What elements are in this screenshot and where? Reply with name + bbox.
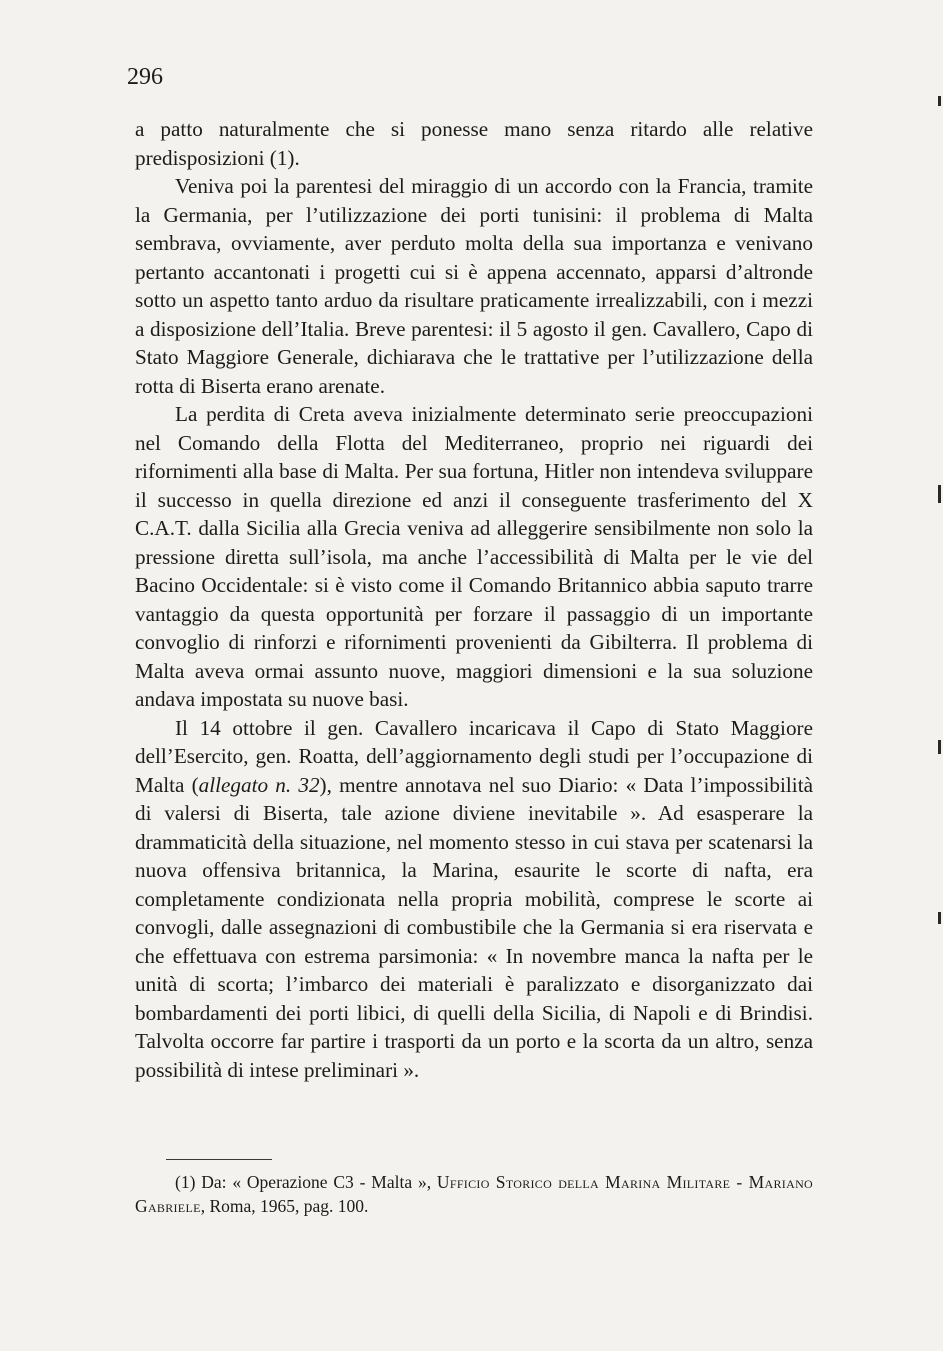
footnote-lead: (1) Da: « Operazione C3 - Malta »,	[175, 1172, 437, 1192]
paragraph-4-text-b: ), mentre annotava nel suo Diario: « Data l’impossibilità di valersi di Biserta, tale azione diviene inevitabile ». Ad esasperare la drammaticità della situazione, nel momento stesso in cui stava per scatenarsi la nuova offensiva britannica, la Marina, esaurite le scorte di nafta, era completamente condizionata nella propria mobilità, comprese le scorte ai convogli, dalle assegnazioni di combustibile che la Germania si era riservata e che effettuava con estrema parsimonia: « In novembre manca la nafta per le unità di scorta; l’imbarco dei materiali è paralizzato e disorganizzato dai bombardamenti dei porti libici, di quelli della Sicilia, di Napoli e di Brindisi. Talvolta occorre far partire i trasporti da un porto e la scorta da un altro, senza possibilità di intese preliminari ».	[135, 772, 813, 1082]
scan-edge-mark	[938, 740, 941, 754]
paragraph-4	[135, 714, 813, 1085]
scan-edge-mark	[938, 96, 941, 106]
paragraph-3: La perdita di Creta aveva inizialmente determinato serie preoccupazioni nel Comando della Flotta del Mediterraneo, proprio nei riguardi dei rifornimenti alla base di Malta. Per sua fortuna, Hitler non intendeva sviluppare il successo in quella direzione ed anzi il conseguente trasferimento del X C.A.T. dalla Sicilia alla Grecia veniva ad alleggerire sensibilmente non solo la pressione diretta sull’isola, ma anche l’accessibilità di Malta per le vie del Bacino Occidentale: si è visto come il Comando Britannico abbia saputo trarre vantaggio da questa opportunità per forzare il passaggio di un importante convoglio di rinforzi e rifornimenti provenienti da Gibilterra. Il problema di Malta aveva ormai assunto nuove, maggiori dimensioni e la sua soluzione andava impostata su nuove basi.	[135, 402, 813, 711]
paragraph-2: Veniva poi la parentesi del miraggio di un accordo con la Francia, tramite la Germania, per l’utilizzazione dei porti tunisini: il problema di Malta sembrava, ovviamente, aver perduto molta della sua importanza e venivano pertanto accantonati i progetti cui si è appena accennato, apparsi d’altronde sotto un aspetto tanto arduo da risultare praticamente irrealizzabili, con i mezzi a disposizione dell’Italia. Breve parentesi: il 5 agosto il gen. Cavallero, Capo di Stato Maggiore Generale, dichiarava che le trattative per l’utilizzazione della rotta di Biserta erano arenate.	[135, 174, 813, 398]
footnote	[135, 1170, 813, 1218]
footnote-divider	[166, 1159, 272, 1160]
page-number: 296	[127, 64, 163, 90]
footnote-source: Ufficio Storico della Marina Militare - Mariano Gabriele	[135, 1172, 813, 1216]
footnote-tail: , Roma, 1965, pag. 100.	[200, 1196, 369, 1216]
paragraph-1: a patto naturalmente che si ponesse mano senza ritardo alle relative predisposizioni (1).	[135, 117, 813, 170]
page-body	[135, 115, 813, 1084]
scan-edge-mark	[938, 912, 941, 924]
annex-reference: allegato n. 32	[198, 772, 320, 797]
scan-edge-mark	[938, 485, 941, 503]
footnote-1	[135, 1170, 813, 1218]
paragraph-4-text-a: Il 14 ottobre il gen. Cavallero incaricava il Capo di Stato Maggiore dell’Esercito, gen. Roatta, dell’aggiornamento degli studi per l’occupazione di Malta (	[135, 715, 813, 797]
